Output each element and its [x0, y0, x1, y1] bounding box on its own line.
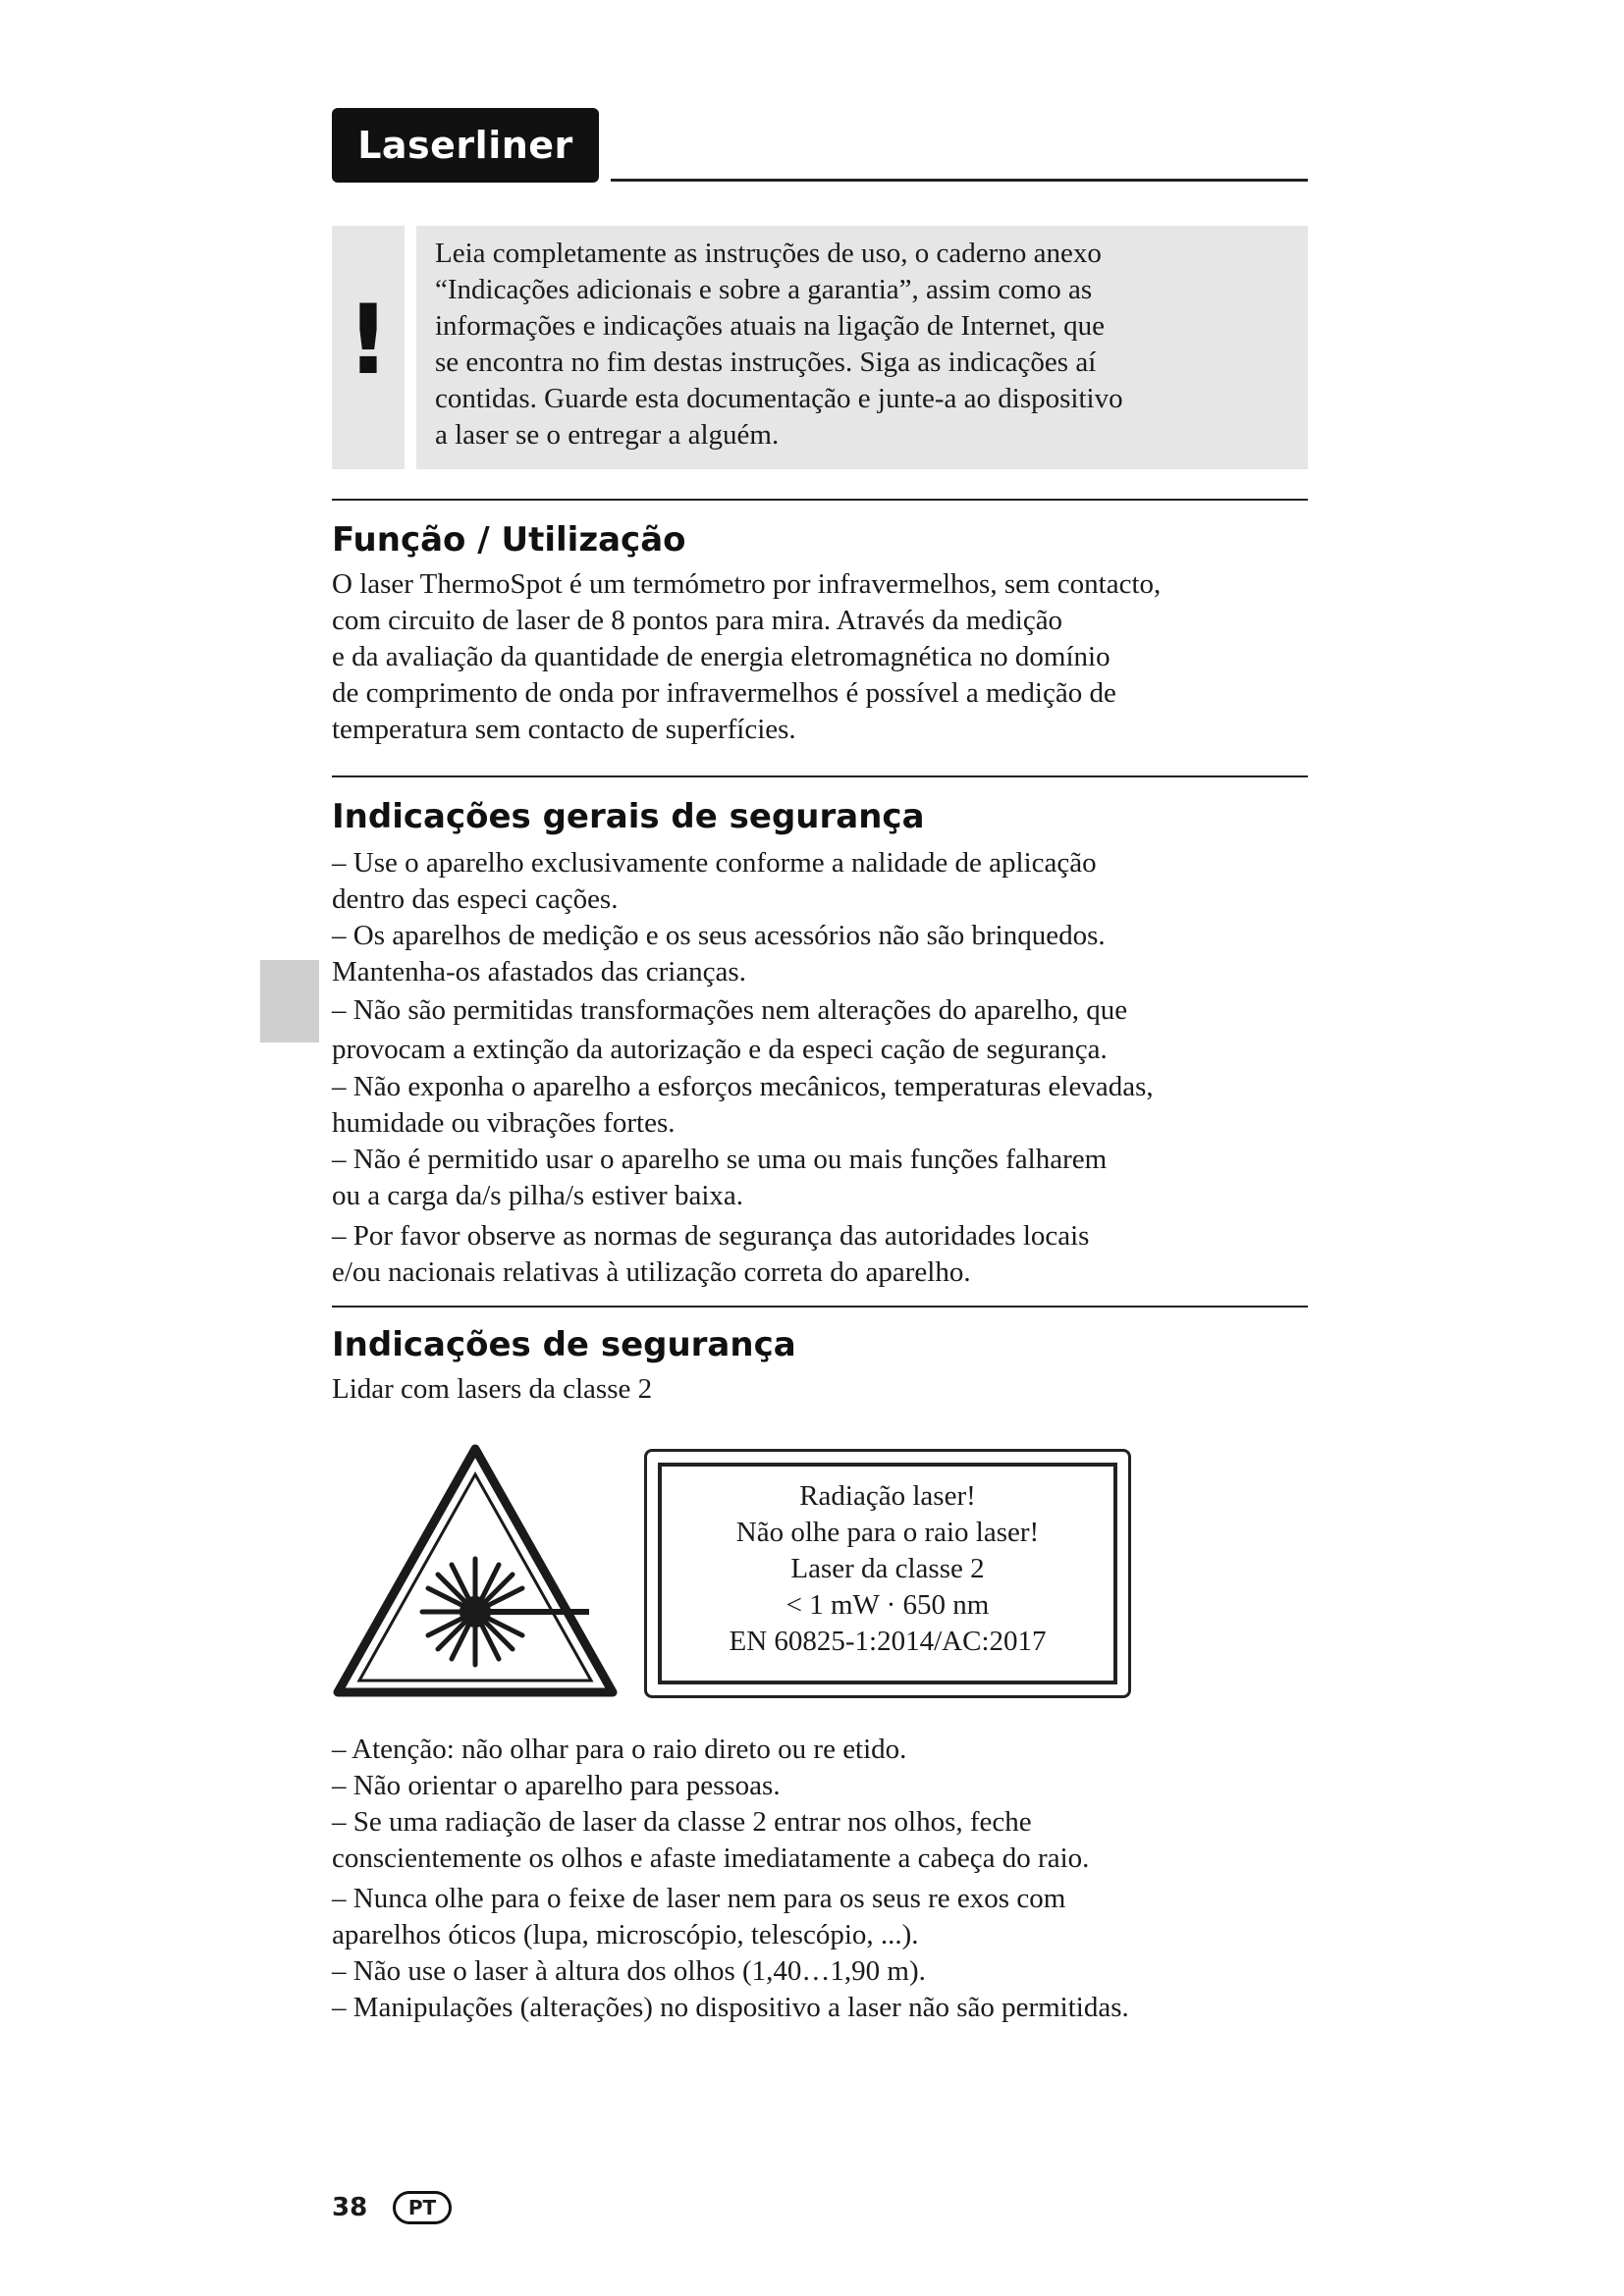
list-item: – Não são permitidas transformações nem alterações do aparelho, que provocam a extinção da autorização e da especi cação de segurança. [332, 994, 1128, 1065]
list-item: – Nunca olhe para o feixe de laser nem para os seus re exos com aparelhos óticos (lupa, microscópio, telescópio, ...). [332, 1883, 1066, 1950]
section-title-seguranca: Indicações de segurança [332, 1325, 796, 1364]
list-item: – Atenção: não olhar para o raio direto ou re etido. [332, 1734, 907, 1765]
header-rule [611, 179, 1308, 182]
list-item: – Por favor observe as normas de segurança das autoridades locais e/ou nacionais relativas à utilização correta do aparelho. [332, 1220, 1090, 1288]
general-safety-list [332, 845, 1304, 1291]
list-item: – Não é permitido usar o aparelho se uma ou mais funções falharem ou a carga da/s pilha/s estiver baixa. [332, 1144, 1108, 1211]
list-item: – Se uma radiação de laser da classe 2 entrar nos olhos, feche conscientemente os olhos e afaste imediatamente a cabeça do raio. [332, 1806, 1090, 1874]
language-badge: PT [393, 2191, 452, 2224]
section-title-funcao: Função / Utilização [332, 520, 686, 560]
section-divider [332, 775, 1308, 777]
section-title-gerais: Indicações gerais de segurança [332, 797, 925, 836]
list-item: – Não use o laser à altura dos olhos (1,40…1,90 m). [332, 1955, 926, 1987]
label-line: < 1 mW · 650 nm [785, 1589, 990, 1621]
exclamation-icon: ! [346, 285, 391, 397]
list-item: – Manipulações (alterações) no dispositivo a laser não são permitidas. [332, 1992, 1129, 2023]
list-item: – Não orientar o aparelho para pessoas. [332, 1770, 781, 1801]
section-divider [332, 499, 1308, 501]
seguranca-subtitle: Lidar com lasers da classe 2 [332, 1373, 653, 1405]
label-line: Radiação laser! [799, 1480, 976, 1512]
section-divider [332, 1306, 1308, 1308]
side-tab-marker [260, 960, 319, 1042]
list-item: – Não exponha o aparelho a esforços mecânicos, temperaturas elevadas, humidade ou vibrações fortes. [332, 1071, 1154, 1139]
laser-warning-icon [332, 1443, 619, 1700]
page-number: 38 [332, 2193, 368, 2222]
label-line: Não olhe para o raio laser! [735, 1517, 1040, 1548]
brand-logo: Laserliner [332, 108, 599, 183]
funcao-text: O laser ThermoSpot é um termómetro por infravermelhos, sem contacto, com circuito de laser de 8 pontos para mira. Através da medição e da avaliação da quantidade de energia eletromagnética no domínio de comprimento de onda por infravermelhos é possível a medição de temperatura sem contacto de superfícies. [332, 568, 1162, 745]
laser-safety-list [332, 1732, 1304, 2026]
label-line: EN 60825-1:2014/AC:2017 [729, 1626, 1047, 1657]
list-item: – Use o aparelho exclusivamente conforme a nalidade de aplicação dentro das especi cações. [332, 847, 1097, 915]
list-item: – Os aparelhos de medição e os seus acessórios não são brinquedos. Mantenha-os afastados das crianças. [332, 920, 1106, 988]
notice-text: Leia completamente as instruções de uso, o caderno anexo “Indicações adicionais e sobre a garantia”, assim como as informações e indicações atuais na ligação de Internet, que se encontra no fim destas instruções. Siga as indicações aí contidas. Guarde esta documentação e junte-a ao dispositivo a laser se o entregar a alguém. [435, 238, 1123, 451]
label-line: Laser da classe 2 [790, 1553, 985, 1584]
laser-label [658, 1463, 1117, 1684]
